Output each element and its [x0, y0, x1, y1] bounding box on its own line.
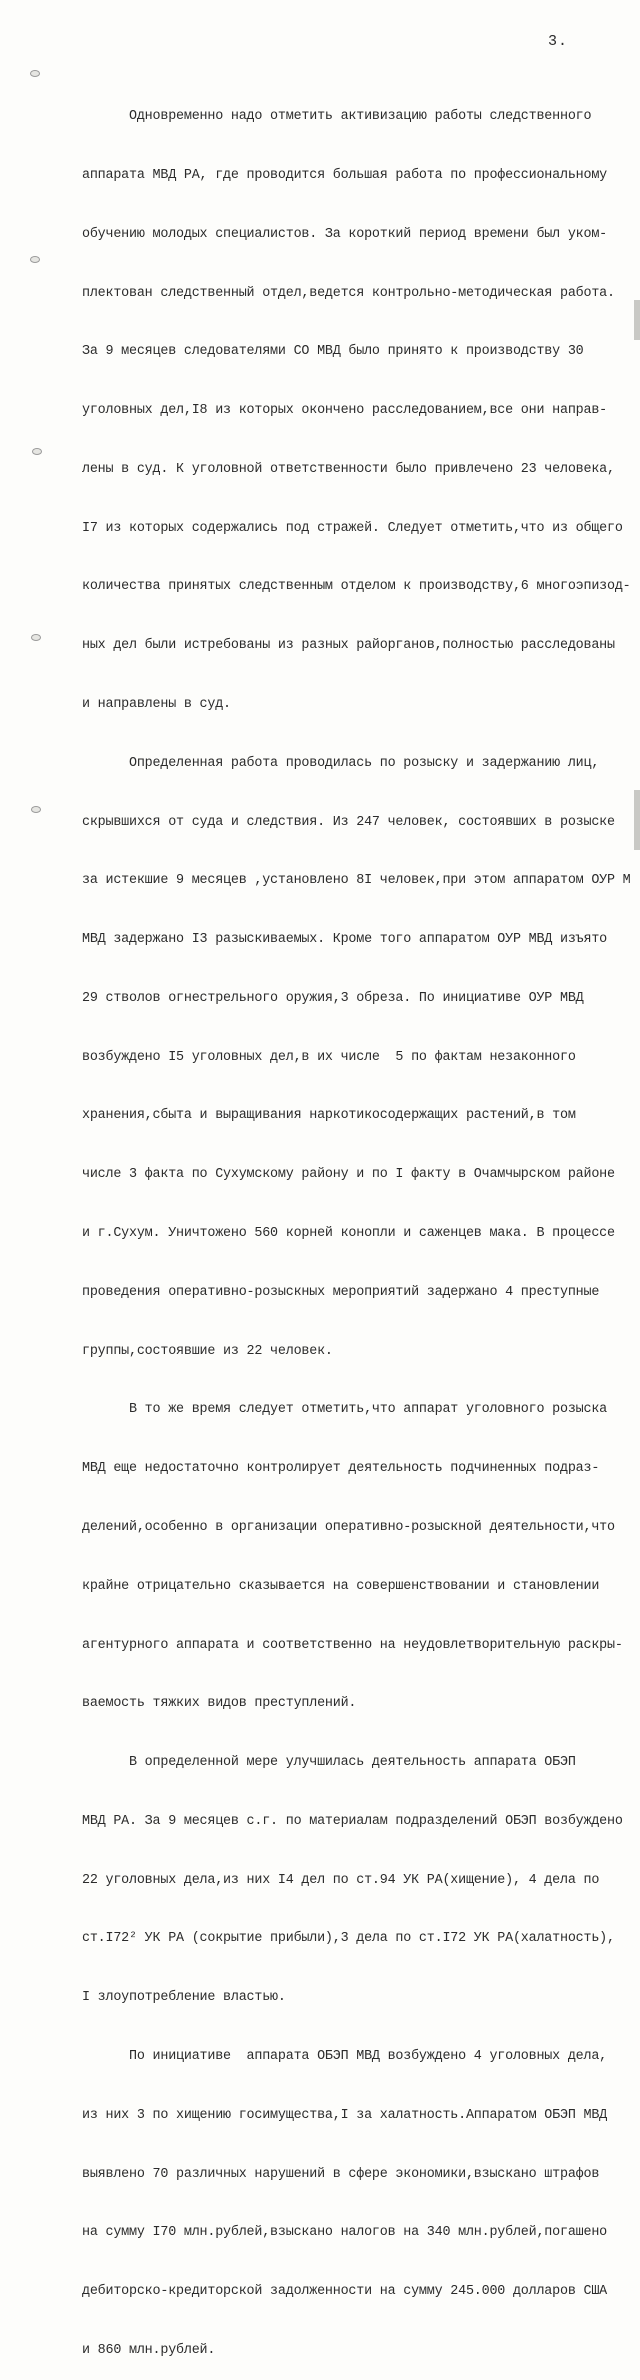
text-line: делений,особенно в организации оперативно-розыскной деятельности,что	[82, 1519, 615, 1535]
text-line: МВД РА. За 9 месяцев с.г. по материалам подразделений ОБЭП возбуждено	[82, 1813, 623, 1829]
text-line: 29 стволов огнестрельного оружия,3 обреза. По инициативе ОУР МВД	[82, 990, 584, 1006]
text-line: на сумму I70 млн.рублей,взыскано налогов на 340 млн.рублей,погашено	[82, 2225, 607, 2241]
text-line: из них 3 по хищению госимущества,I за халатность.Аппаратом ОБЭП МВД	[82, 2107, 607, 2123]
punch-hole	[30, 256, 40, 263]
text-line: дебиторско-кредиторской задолженности на сумму 245.000 долларов США	[82, 2284, 607, 2300]
text-line: и г.Сухум. Уничтожено 560 корней конопли и саженцев мака. В процессе	[82, 1226, 615, 1242]
text-line: I7 из которых содержались под стражей. Следует отметить,что из общего	[82, 520, 623, 536]
text-line: МВД еще недостаточно контролирует деятельность подчиненных подраз-	[82, 1461, 600, 1477]
text-line: и 860 млн.рублей.	[82, 2342, 216, 2358]
text-line: уголовных дел,I8 из которых окончено расследованием,все они направ-	[82, 403, 607, 419]
text-line: Одновременно надо отметить активизацию работы следственного	[82, 109, 592, 125]
text-line: За 9 месяцев следователями СО МВД было принято к производству 30	[82, 344, 584, 360]
text-line: обучению молодых специалистов. За короткий период времени был уком-	[82, 226, 607, 242]
punch-hole	[31, 634, 41, 641]
text-line: хранения,сбыта и выращивания наркотикосодержащих растений,в том	[82, 1108, 576, 1124]
text-line: за истекшие 9 месяцев ,установлено 8I человек,при этом аппаратом ОУР М	[82, 873, 631, 889]
text-line: выявлено 70 различных нарушений в сфере экономики,взыскано штрафов	[82, 2166, 600, 2182]
punch-hole	[32, 448, 42, 455]
text-line: I злоупотребление властью.	[82, 1990, 286, 2006]
punch-hole	[31, 806, 41, 813]
text-line: числе 3 факта по Сухумскому району и по I факту в Очамчырском районе	[82, 1167, 615, 1183]
text-line: ст.I72² УК РА (сокрытие прибыли),3 дела по ст.I72 УК РА(халатность),	[82, 1931, 615, 1947]
text-line: ваемость тяжких видов преступлений.	[82, 1696, 357, 1712]
text-line: В определенной мере улучшилась деятельность аппарата ОБЭП	[82, 1755, 576, 1771]
text-line: По инициативе аппарата ОБЭП МВД возбуждено 4 уголовных дела,	[82, 2048, 607, 2064]
text-line: В то же время следует отметить,что аппарат уголовного розыска	[82, 1402, 607, 1418]
text-line: МВД задержано I3 разыскиваемых. Кроме того аппаратом ОУР МВД изъято	[82, 932, 607, 948]
scan-edge	[634, 790, 640, 850]
text-line: проведения оперативно-розыскных мероприятий задержано 4 преступные	[82, 1284, 600, 1300]
text-line: количества принятых следственным отделом к производству,6 многоэпизод-	[82, 579, 631, 595]
text-line: Определенная работа проводилась по розыску и задержанию лиц,	[82, 755, 600, 771]
document-body	[82, 68, 634, 2380]
text-line: 22 уголовных дела,из них I4 дел по ст.94 УК РА(хищение), 4 дела по	[82, 1872, 600, 1888]
text-line: крайне отрицательно сказывается на совершенствовании и становлении	[82, 1578, 600, 1594]
punch-hole	[30, 70, 40, 77]
scan-edge	[634, 300, 640, 340]
text-line: лены в суд. К уголовной ответственности было привлечено 23 человека,	[82, 461, 615, 477]
text-line: и направлены в суд.	[82, 697, 231, 712]
page-number: 3.	[548, 33, 569, 50]
text-line: ных дел были истребованы из разных райорганов,полностью расследованы	[82, 638, 615, 654]
text-line: плектован следственный отдел,ведется контрольно-методическая работа.	[82, 285, 615, 301]
text-line: группы,состоявшие из 22 человек.	[82, 1343, 333, 1359]
text-line: аппарата МВД РА, где проводится большая работа по профессиональному	[82, 167, 607, 183]
text-line: возбуждено I5 уголовных дел,в их числе 5 по фактам незаконного	[82, 1049, 576, 1065]
text-line: скрывшихся от суда и следствия. Из 247 человек, состоявших в розыске	[82, 814, 615, 830]
text-line: агентурного аппарата и соответственно на неудовлетворительную раскры-	[82, 1637, 623, 1653]
